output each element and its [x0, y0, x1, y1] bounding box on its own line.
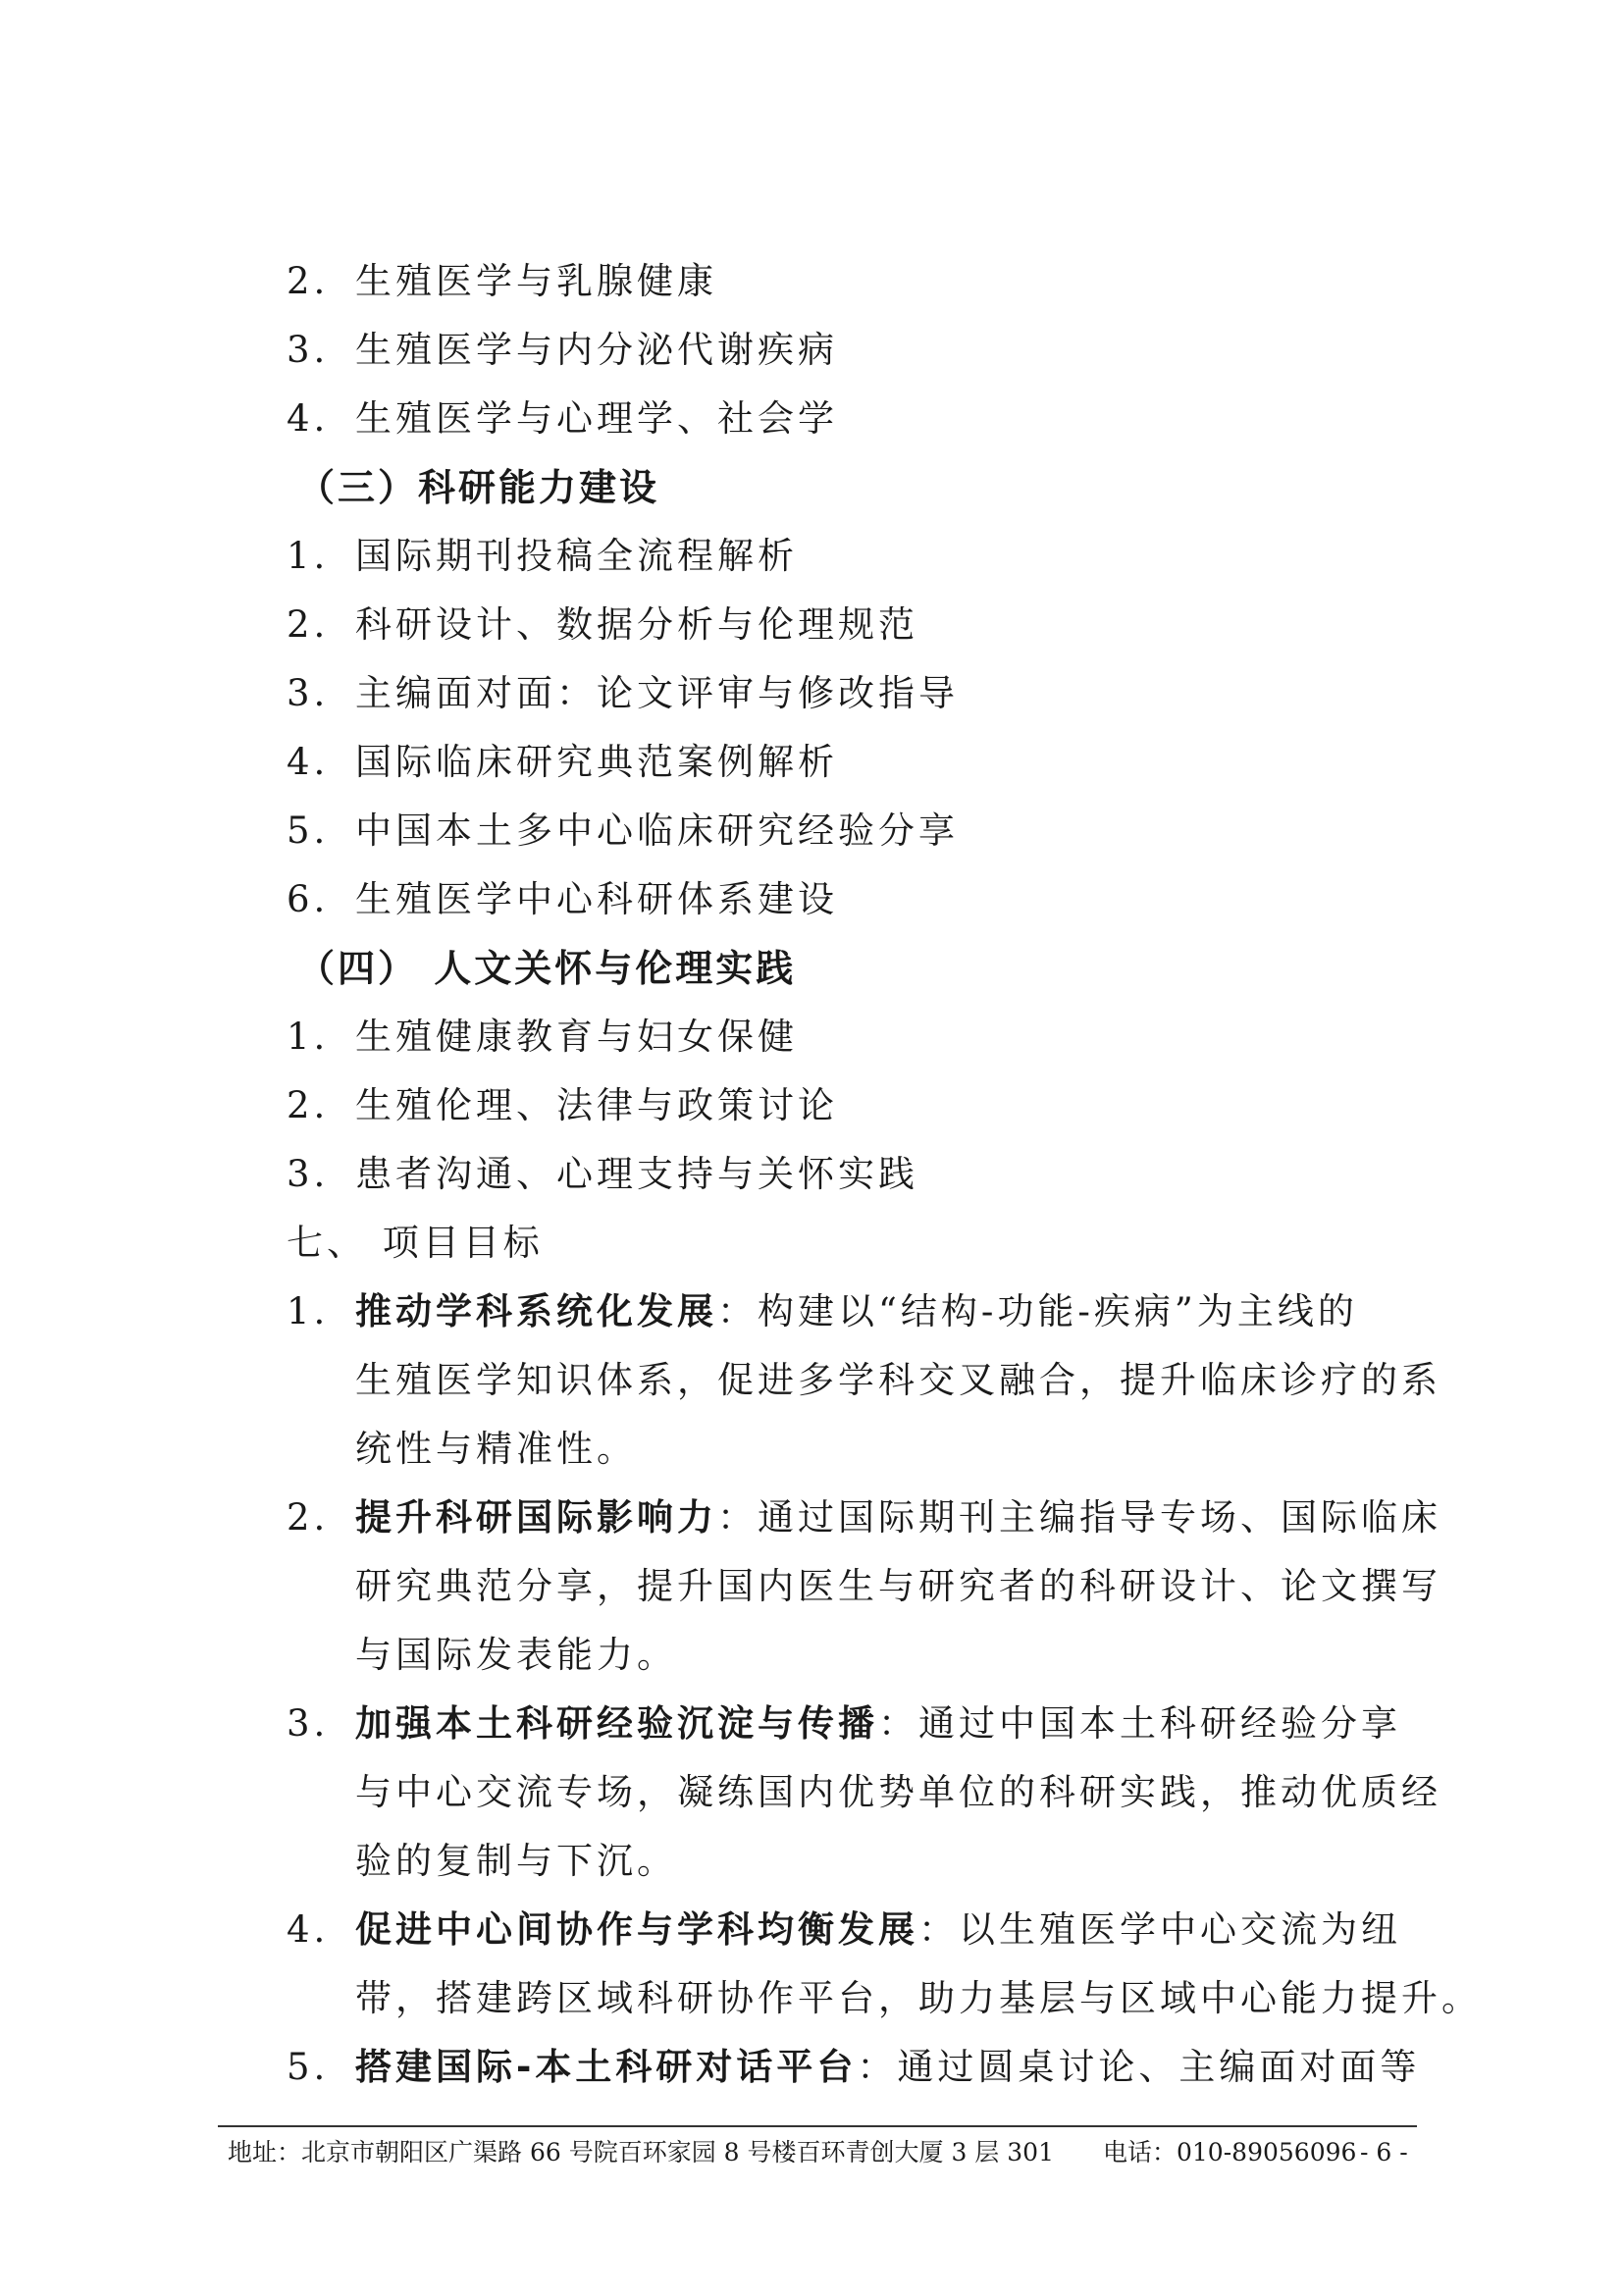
list-item: 5. 中国本土多中心临床研究经验分享 [287, 809, 959, 852]
footer-phone: 电话：010-89056096 [1103, 2138, 1357, 2166]
goal-item: 1. 推动学科系统化发展：构建以“结构-功能-疾病”为主线的 [287, 1290, 1358, 1332]
list-item: 3. 主编面对面：论文评审与修改指导 [287, 672, 959, 714]
list-item: 4. 国际临床研究典范案例解析 [287, 741, 838, 783]
list-item: 2. 生殖医学与乳腺健康 [287, 260, 717, 302]
goal-text-line: 带，搭建跨区域科研协作平台，助力基层与区域中心能力提升。 [355, 1977, 1482, 2019]
goal-text-line: 与国际发表能力。 [355, 1634, 677, 1676]
list-item: 3. 生殖医学与内分泌代谢疾病 [287, 329, 838, 371]
list-item: 1. 生殖健康教育与妇女保健 [287, 1016, 798, 1058]
list-item: 6. 生殖医学中心科研体系建设 [287, 878, 838, 920]
section-heading-goals: 七、 项目目标 [287, 1222, 544, 1264]
goal-item: 4. 促进中心间协作与学科均衡发展：以生殖医学中心交流为纽 [287, 1908, 1401, 1951]
list-item: 2. 科研设计、数据分析与伦理规范 [287, 603, 918, 646]
page-number: - 6 - [1360, 2138, 1408, 2166]
footer-divider [218, 2125, 1417, 2127]
goal-item: 5. 搭建国际-本土科研对话平台：通过圆桌讨论、主编面对面等 [287, 2046, 1421, 2088]
section-heading-humanities: （四） 人文关怀与伦理实践 [297, 947, 797, 990]
list-item: 2. 生殖伦理、法律与政策讨论 [287, 1084, 838, 1126]
goal-text-line: 研究典范分享，提升国内医生与研究者的科研设计、论文撰写 [355, 1565, 1441, 1607]
list-item: 3. 患者沟通、心理支持与关怀实践 [287, 1153, 918, 1195]
goal-item: 2. 提升科研国际影响力：通过国际期刊主编指导专场、国际临床 [287, 1496, 1441, 1539]
goal-text-line: 生殖医学知识体系，促进多学科交叉融合，提升临床诊疗的系 [355, 1359, 1441, 1401]
footer-address: 地址：北京市朝阳区广渠路 66 号院百环家园 8 号楼百环青创大厦 3 层 301 [228, 2138, 1054, 2166]
list-item: 1. 国际期刊投稿全流程解析 [287, 535, 798, 577]
goal-item: 3. 加强本土科研经验沉淀与传播：通过中国本土科研经验分享 [287, 1702, 1401, 1745]
goal-text-line: 统性与精准性。 [355, 1428, 637, 1470]
list-item: 4. 生殖医学与心理学、社会学 [287, 397, 838, 440]
goal-text-line: 与中心交流专场，凝练国内优势单位的科研实践，推动优质经 [355, 1771, 1441, 1813]
section-heading-research: （三）科研能力建设 [297, 466, 660, 509]
goal-text-line: 验的复制与下沉。 [355, 1840, 677, 1882]
